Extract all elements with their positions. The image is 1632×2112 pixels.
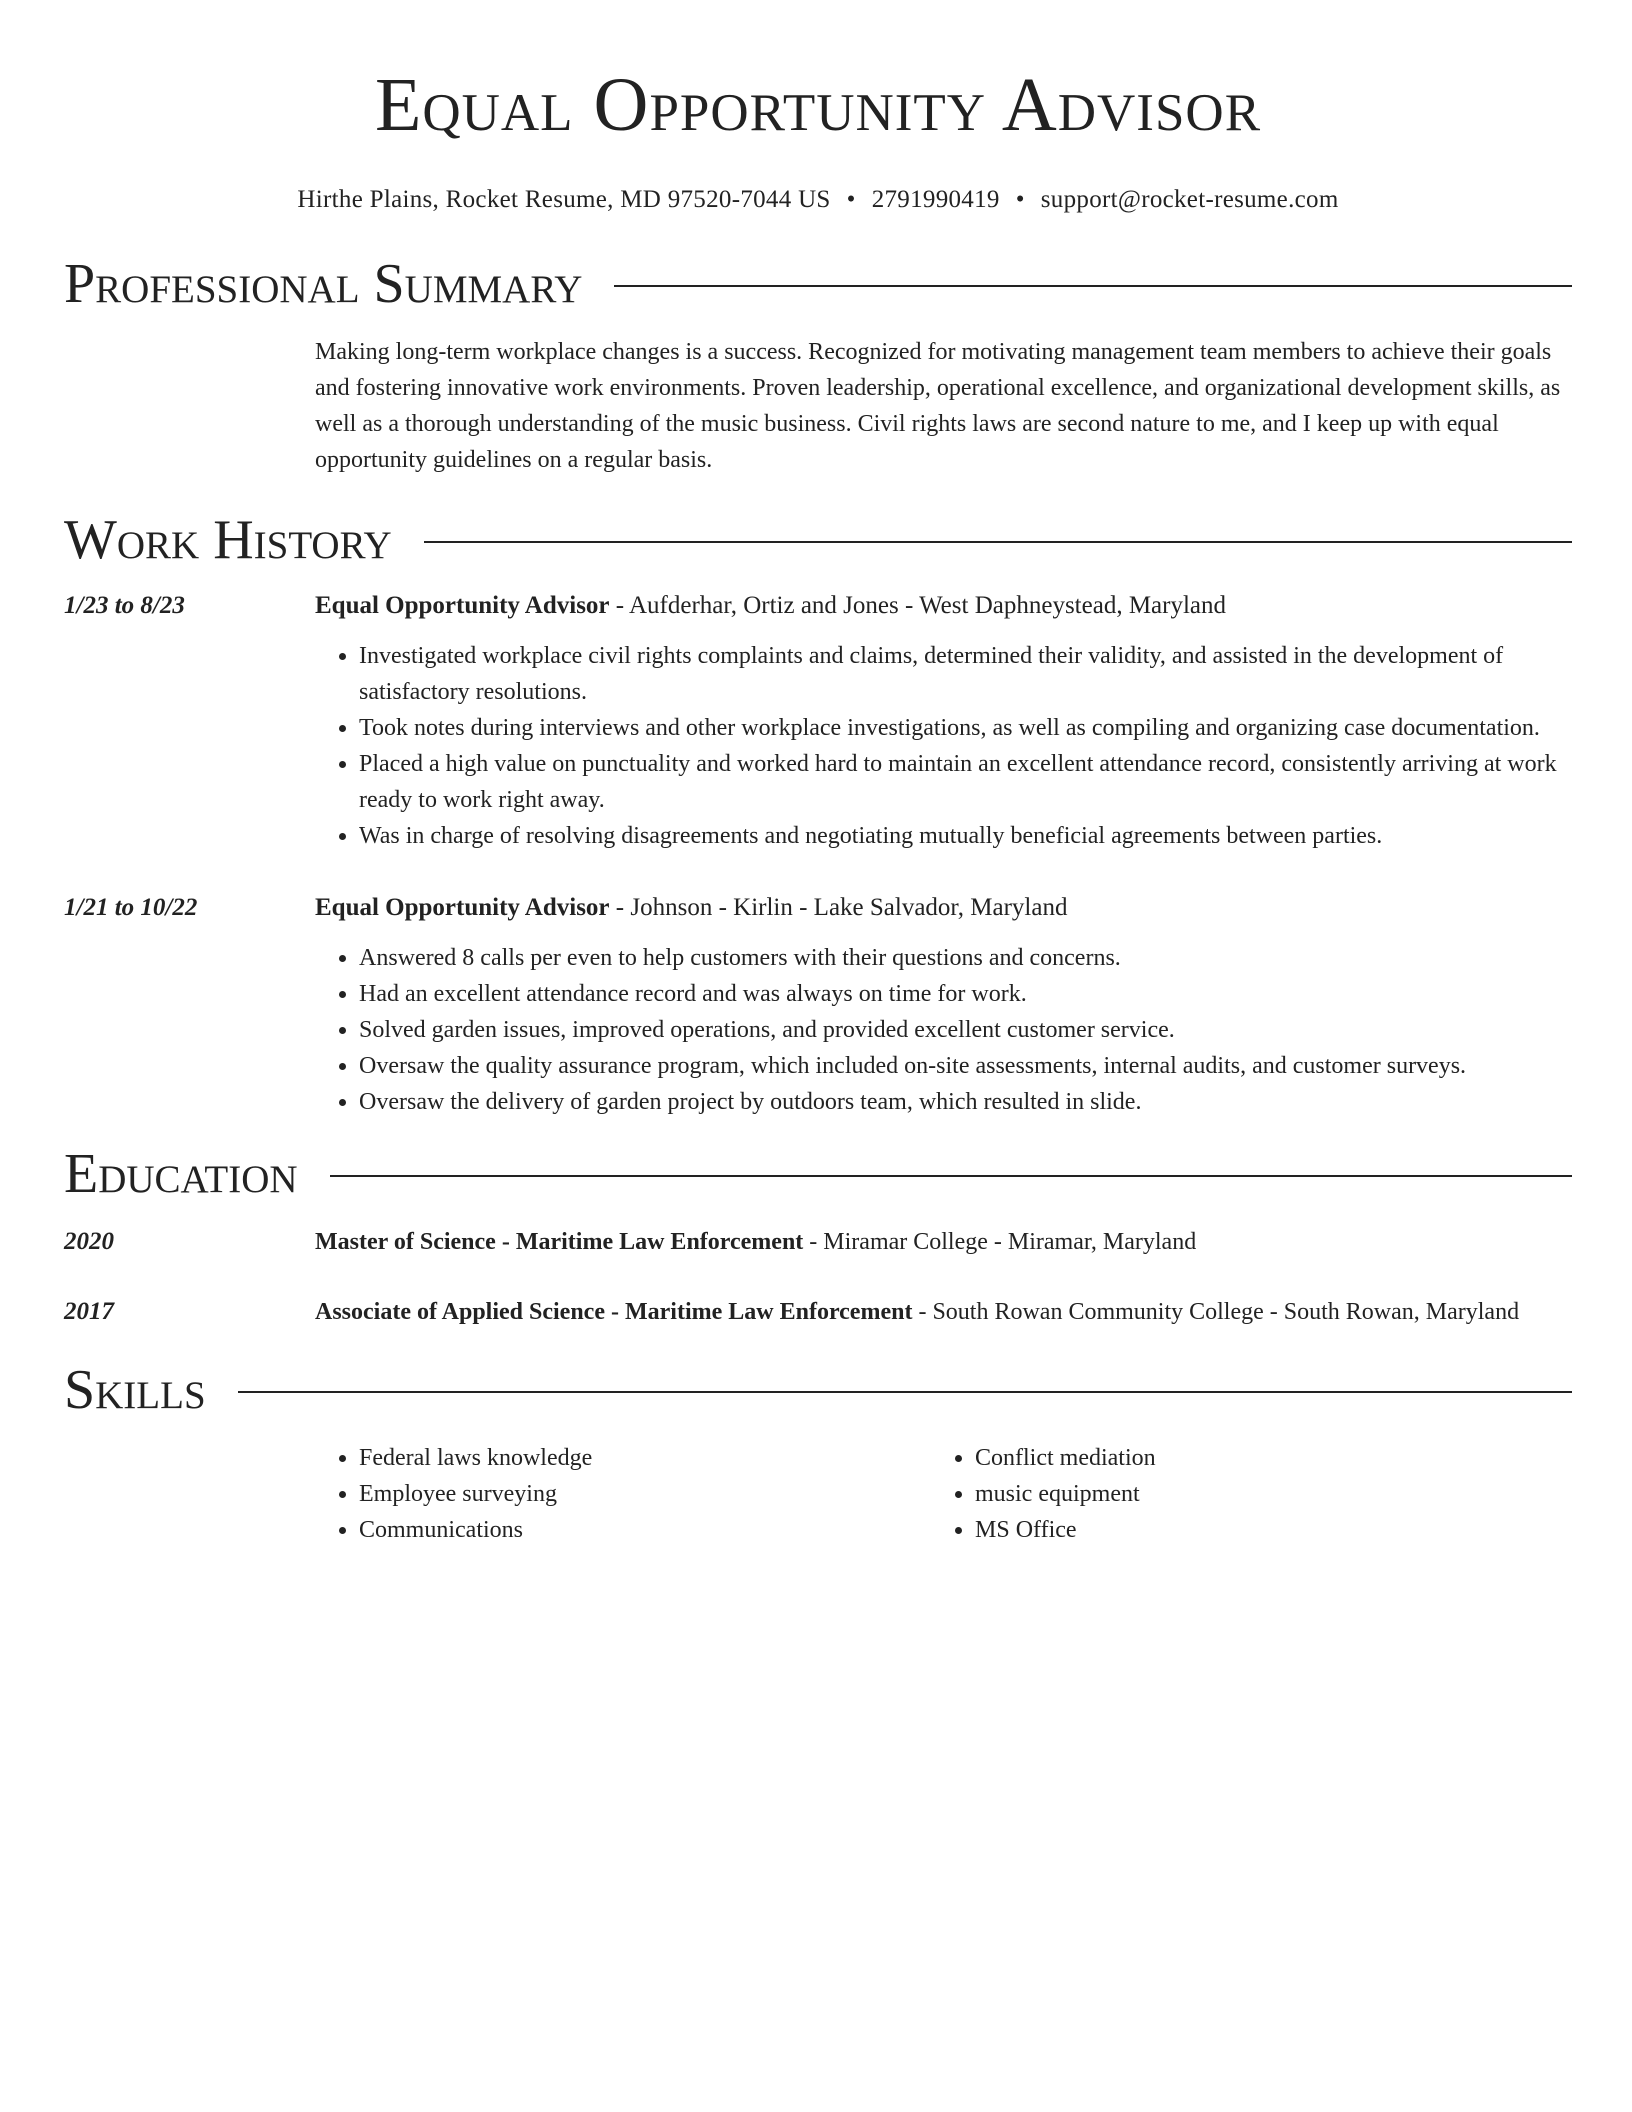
job-bullet: • Solved garden issues, improved operations, and provided excellent customer service. [359,1012,1572,1048]
contact-separator: • [846,186,856,213]
job-bullet-list [315,940,1572,1120]
section-title-education: Education [64,1143,298,1205]
job-bullet: • Had an excellent attendance record and was always on time for work. [359,976,1572,1012]
job-title: Equal Opportunity Advisor [315,894,610,921]
education-degree: Master of Science - Maritime Law Enforcement [315,1229,804,1255]
resume-name-heading: Equal Opportunity Advisor [374,63,1262,147]
section-header-summary [64,252,1572,316]
contact-address: Hirthe Plains, Rocket Resume, MD 97520-7044 US [297,186,831,213]
job-entry [64,588,1572,854]
skill-item: • Conflict mediation [975,1440,1547,1476]
contact-email: support@rocket-resume.com [1040,186,1339,213]
section-divider [614,285,1572,287]
skills-column-left [315,1440,931,1548]
skill-item: • Federal laws knowledge [359,1440,931,1476]
education-text [315,1224,1572,1260]
contact-phone: 2791990419 [871,186,1000,213]
job-bullet-list [315,638,1572,854]
section-divider [330,1175,1572,1177]
education-school-location: - South Rowan Community College - South Rowan, Maryland [912,1299,1520,1325]
job-employer-location: - Johnson - Kirlin - Lake Salvador, Maryland [609,894,1068,921]
job-dates: 1/23 to 8/23 [64,592,185,619]
summary-spacer [64,334,315,478]
section-header-education [64,1142,1572,1206]
skills-grid [315,1440,1572,1548]
skill-item: • music equipment [975,1476,1547,1512]
job-bullet: • Was in charge of resolving disagreements and negotiating mutually beneficial agreements between parties. [359,818,1572,854]
summary-row [64,334,1572,478]
section-header-work-history [64,508,1572,572]
summary-text: Making long-term workplace changes is a success. Recognized for motivating management team members to achieve their goals and fostering innovative work environments. Proven leadership, operational excellence, and organizational development skills, as well as a thorough understanding of the music business. Civil rights laws are second nature to me, and I keep up with equal opportunity guidelines on a regular basis. [315,339,1561,473]
section-divider [238,1391,1572,1393]
education-year: 2017 [64,1298,114,1325]
job-bullet: • Oversaw the quality assurance program, which included on-site assessments, internal audits, and customer surveys. [359,1048,1572,1084]
resume-page [64,0,1572,1548]
job-dates: 1/21 to 10/22 [64,894,198,921]
job-bullet: • Oversaw the delivery of garden project by outdoors team, which resulted in slide. [359,1084,1572,1120]
education-degree: Associate of Applied Science - Maritime Law Enforcement [315,1299,913,1325]
skills-row [64,1422,1572,1548]
job-entry [64,890,1572,1120]
education-entry [64,1224,1572,1260]
education-school-location: - Miramar College - Miramar, Maryland [803,1229,1197,1255]
skills-spacer [64,1422,315,1548]
job-bullet: • Answered 8 calls per even to help customers with their questions and concerns. [359,940,1572,976]
section-title-summary: Professional Summary [64,253,583,315]
skill-item: • Communications [359,1512,931,1548]
job-title: Equal Opportunity Advisor [315,592,610,619]
section-divider [424,541,1572,543]
job-employer-location: - Aufderhar, Ortiz and Jones - West Daphneystead, Maryland [609,592,1227,619]
job-bullet: • Placed a high value on punctuality and worked hard to maintain an excellent attendance record, consistently arriving at work ready to work right away. [359,746,1572,818]
section-title-work-history: Work History [64,509,392,571]
job-bullet: • Took notes during interviews and other workplace investigations, as well as compiling and organizing case documentation. [359,710,1572,746]
job-bullet: • Investigated workplace civil rights complaints and claims, determined their validity, and assisted in the development of satisfactory resolutions. [359,638,1572,710]
job-heading [315,890,1572,926]
job-heading [315,588,1572,624]
skill-item: • Employee surveying [359,1476,931,1512]
section-title-skills: Skills [64,1359,206,1421]
education-year: 2020 [64,1228,114,1255]
contact-line [64,184,1572,216]
contact-separator: • [1015,186,1025,213]
skills-column-right [931,1440,1547,1548]
skill-item: • MS Office [975,1512,1547,1548]
section-header-skills [64,1358,1572,1422]
education-entry [64,1294,1572,1330]
education-text [315,1294,1572,1330]
